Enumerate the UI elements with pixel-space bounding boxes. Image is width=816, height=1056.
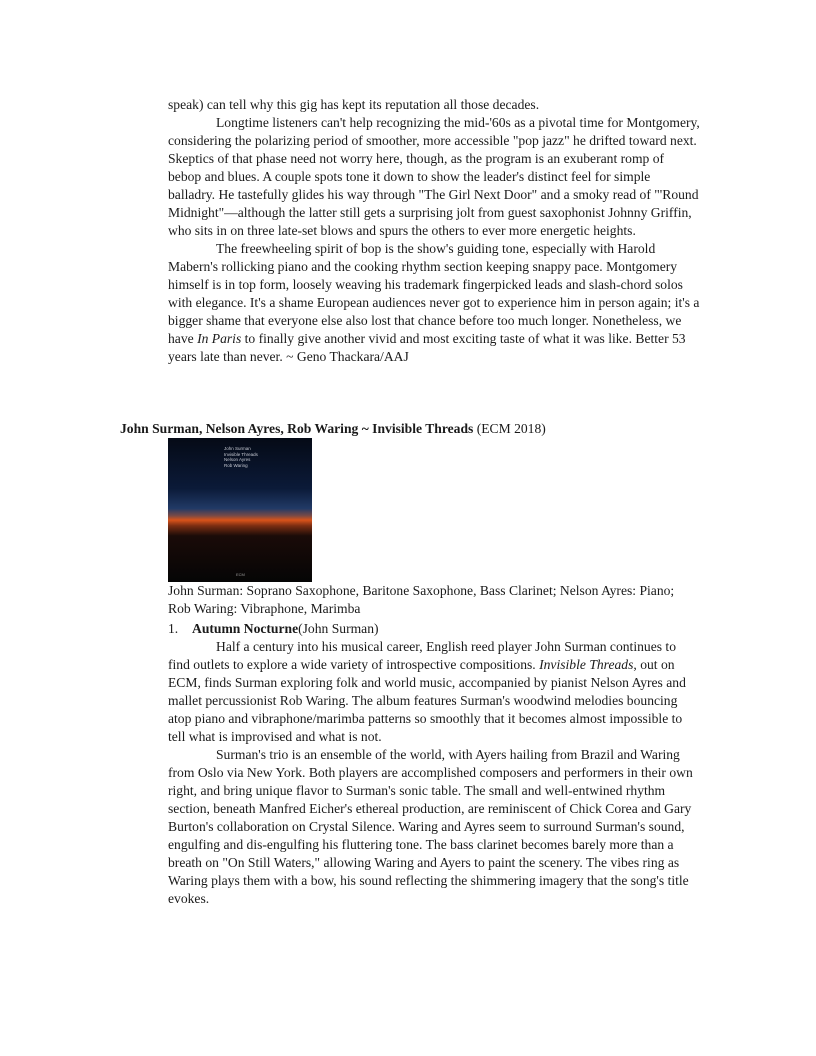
- paragraph-tail: speak) can tell why this gig has kept its reputation all those decades.: [168, 97, 540, 112]
- album-heading-title: John Surman, Nelson Ayres, Rob Waring ~ Invisible Threads: [120, 421, 474, 436]
- surman-review: [168, 638, 700, 908]
- album-title-italic: Invisible Threads: [539, 657, 634, 672]
- track-title: Autumn Nocturne: [192, 621, 299, 636]
- ecm-logo: ECM: [236, 572, 245, 577]
- paragraph-freewheeling-spirit: The freewheeling spirit of bop is the show's guiding tone, especially with Harold Mabern's rollicking piano and the cooking rhythm section keeping snappy pace. Montgomery himself is in top form, loosely weaving his trademark fingerpicked leads and slash-chord solos with elegance. It's a shame European audiences never got to experience him in person again; it's a bigger shame that everyone else also lost that chance before too much longer. Nonetheless, we have In Paris to finally give another vivid and most exciting taste of what it was like. Better 53 years late than never. ~ Geno Thackara/AAJ: [168, 241, 700, 364]
- album-cover-image: [168, 438, 312, 582]
- album-heading: [120, 420, 720, 438]
- track-number: 1.: [168, 621, 179, 636]
- montgomery-review: [168, 96, 700, 366]
- paragraph-half-century: Half a century into his musical career, English reed player John Surman continues to find outlets to explore a wide variety of introspective compositions. Invisible Threads, out on ECM, finds Surman exploring folk and world music, accompanied by pianist Nelson Ayres and mallet percussionist Rob Waring. The album features Surman's woodwind melodies bouncing atop piano and vibraphone/marimba patterns so smoothly that it becomes almost impossible to tell what is improvised and what is not.: [168, 639, 686, 744]
- track-composer: (John Surman): [298, 621, 379, 636]
- personnel: John Surman: Soprano Saxophone, Baritone Saxophone, Bass Clarinet; Nelson Ayres: Piano; Rob Waring: Vibraphone, Marimba: [168, 583, 675, 616]
- cover-text: John Surman Invisible Threads Nelson Ayres Rob Waring: [224, 446, 258, 468]
- paragraph-pivotal-time: Longtime listeners can't help recognizing the mid-'60s as a pivotal time for Montgomery, considering the polarizing period of smoother, more accessible "pop jazz" he drifted toward next. Skeptics of that phase need not worry here, though, as the program is an exuberant romp of bebop and blues. A couple spots tone it down to show the leader's distinct feel for simple balladry. He tastefully glides his way through "The Girl Next Door" and a smoky read of "'Round Midnight"—although the latter still gets a surprising jolt from guest saxophonist Johnny Griffin, who sits in on three late-set blows and spurs the others to ever more energetic heights.: [168, 115, 700, 238]
- track-listing-item: [168, 620, 700, 638]
- paragraph-trio-ensemble: Surman's trio is an ensemble of the world, with Ayers hailing from Brazil and Waring from Oslo via New York. Both players are accomplished composers and performers in their own right, and bring unique flavor to Surman's sonic table. The small and well-entwined rhythm section, beneath Manfred Eicher's ethereal production, are reminiscent of Chick Corea and Gary Burton's collaboration on Crystal Silence. Waring and Ayres seem to surround Surman's sound, engulfing and dis-engulfing his fluttering tone. The bass clarinet becomes barely more than a breath on "On Still Waters," allowing Waring and Ayers to paint the scenery. The vibes ring as Waring plays them with a bow, his sound reflecting the shimmering imagery that the song's title evokes.: [168, 747, 693, 906]
- album-title-italic: In Paris: [197, 331, 242, 346]
- album-heading-label: (ECM 2018): [473, 421, 546, 436]
